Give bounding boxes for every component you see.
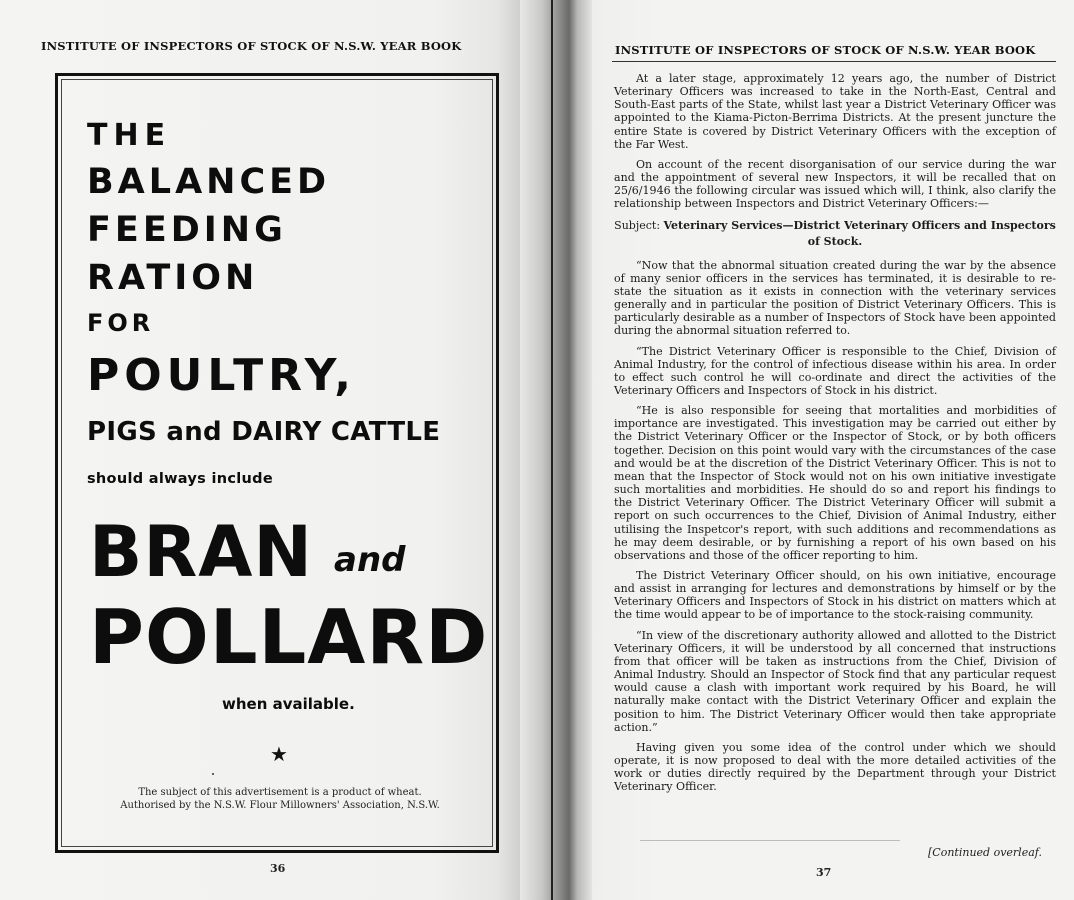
ad-line-pigs-dairy-cattle: PIGS and DAIRY CATTLE — [87, 417, 441, 447]
ad-line-should-include: should always include — [87, 471, 273, 487]
subject-label: Subject: — [614, 218, 661, 232]
article-body — [614, 72, 1056, 801]
footer-rule — [640, 840, 900, 841]
ad-line-when-available: when available. — [222, 695, 355, 713]
print-speck — [212, 773, 214, 775]
ad-line-for: FOR — [87, 309, 155, 337]
running-head-left: INSTITUTE OF INSPECTORS OF STOCK OF N.S.W. YEAR BOOK — [41, 39, 462, 53]
ad-line-and: and — [334, 540, 406, 580]
paragraph: “In view of the discretionary authority allowed and allotted to the District Veterinary Officers, it will be understood by all concerned that instructions from that officer will be taken as instructions from the Chief, Division of Animal Industry. Should an Inspector of Stock find that any particular request would cause a clash with important work required by his Board, he will naturally make contact with the District Veterinary Officer and explain the position to him. The District Veterinary Officer would then take appropriate action.” — [614, 628, 1056, 734]
paragraph: The District Veterinary Officer should, on his own initiative, encourage and assist in arranging for lectures and demonstrations by himself or by the Veterinary Officers and Inspectors of Stock in his district on matters which at the time would appear to be of importance to the stock-raising community. — [614, 569, 1056, 622]
paragraph: “He is also responsible for seeing that mortalities and morbidities of importance are investigated. This investigation may be carried out either by the District Veterinary Officer or the Inspector of Stock, or by both officers together. Decision on this point would vary with the circumstances of the case and would be at the discretion of the District Veterinary Officer. This is not to mean that the Inspector of Stock would not on his own initiative investigate such mortalities and morbidities. He should do so and report his findings to the District Veterinary Officer. The District Veterinary Officer will submit a report on such occurrences to the Chief, Division of Animal Industry, either utilising the Inspetcor's report, with such additions and recommendations as he may deem desirable, or by furnishing a report of his own based on his observations and those of the officer reporting to him. — [614, 404, 1056, 562]
ad-footer-line-1: The subject of this advertisement is a product of wheat. — [138, 787, 422, 798]
paragraph: On account of the recent disorganisation of our service during the war and the appointment of several new Inspectors, it will be recalled that on 25/6/1946 the following circular was issued which will, I think, also clarify the relationship between Inspectors and District Veterinary Officers:— — [614, 157, 1056, 211]
ad-line-poultry: POULTRY, — [87, 350, 356, 401]
paragraph: “The District Veterinary Officer is responsible to the Chief, Division of Animal Industry, for the control of infectious disease within his area. In order to effect such control he will co-ordinate and direct the activities of the Veterinary Officers and Inspectors of Stock in his district. — [614, 344, 1056, 397]
page-number-right: 37 — [816, 866, 832, 879]
spine-line — [551, 0, 553, 900]
subject-title: Veterinary Services—District Veterinary Officers and Inspectors of Stock. — [663, 218, 1056, 248]
page-number-left: 36 — [270, 862, 286, 875]
continued-overleaf-note: [Continued overleaf. — [928, 846, 1042, 859]
circular-subject — [614, 218, 1056, 250]
paragraph: Having given you some idea of the control under which we should operate, it is now proposed to deal with the more detailed activities of the work or duties directly required by the Department through your District Veterinary Officer. — [614, 740, 1056, 794]
ad-line-pollard: POLLARD — [89, 593, 489, 681]
ad-line-bran: BRAN — [89, 511, 314, 593]
ad-footer-line-2: Authorised by the N.S.W. Flour Millowners' Association, N.S.W. — [120, 800, 440, 811]
ad-line-balanced: BALANCED — [87, 162, 331, 202]
running-head-right: INSTITUTE OF INSPECTORS OF STOCK OF N.S.W. YEAR BOOK — [615, 43, 1036, 57]
book-gutter — [520, 0, 592, 900]
ad-line-the: THE — [87, 118, 172, 153]
paragraph: “Now that the abnormal situation created during the war by the absence of many senior officers in the services has terminated, it is desirable to re-state the situation as it exists in connection with the veterinary services generally and in particular the position of District Veterinary Officers. This is particularly desirable as a number of Inspectors of Stock have been appointed during the abnormal situation referred to. — [614, 258, 1056, 338]
ad-line-ration: RATION — [87, 258, 259, 298]
paragraph: At a later stage, approximately 12 years ago, the number of District Veterinary Officers was increased to take in the North-East, Central and South-East parts of the State, whilst last year a District Veterinary Officer was appointed to the Kiama-Picton-Berrima Districts. At the present juncture the entire State is covered by District Veterinary Officers with the exception of the Far West. — [614, 72, 1056, 151]
star-icon: ★ — [270, 742, 288, 766]
ad-line-feeding: FEEDING — [87, 210, 287, 250]
running-head-rule — [612, 61, 1056, 62]
